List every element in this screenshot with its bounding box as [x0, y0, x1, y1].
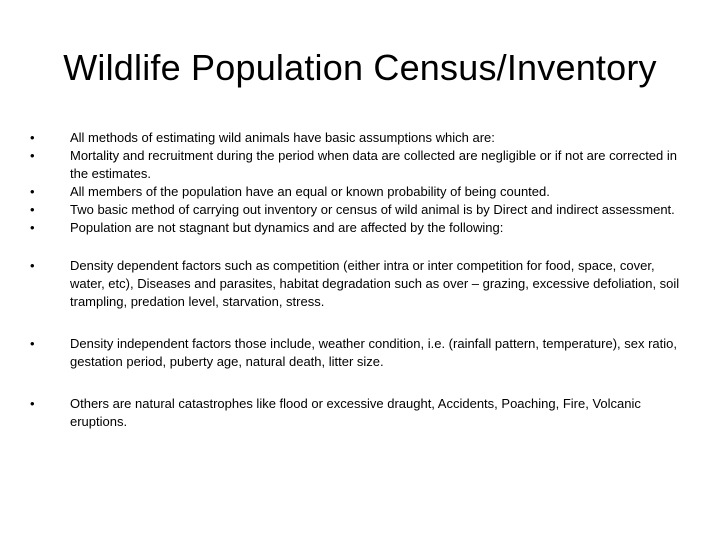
bullet-icon: •	[30, 130, 35, 145]
bullet-item-6	[30, 257, 680, 311]
bullet-icon: •	[30, 336, 35, 351]
bullet-item-1	[30, 129, 680, 147]
bullet-text: Density dependent factors such as competition (either intra or inter competition for food, space, cover, water, etc), Diseases and parasites, habitat degradation such as over – grazing, excessive defoliation, soil trampling, predation level, starvation, stress.	[70, 258, 680, 309]
bullet-list	[30, 129, 680, 431]
bullet-text: Population are not stagnant but dynamics and are affected by the following:	[70, 220, 504, 235]
bullet-item-3	[30, 183, 680, 201]
bullet-text: Density independent factors those include, weather condition, i.e. (rainfall pattern, temperature), sex ratio, gestation period, puberty age, natural death, litter size.	[70, 336, 677, 369]
bullet-item-4	[30, 201, 680, 219]
bullet-item-7	[30, 335, 680, 371]
slide-title: Wildlife Population Census/Inventory	[63, 47, 657, 88]
bullet-icon: •	[30, 258, 35, 273]
bullet-icon: •	[30, 148, 35, 163]
bullet-text: Others are natural catastrophes like flood or excessive draught, Accidents, Poaching, Fire, Volcanic eruptions.	[70, 396, 641, 429]
bullet-text: Mortality and recruitment during the period when data are collected are negligible or if not are corrected in the estimates.	[70, 148, 678, 181]
bullet-text: All members of the population have an equal or known probability of being counted.	[70, 184, 550, 199]
bullet-text: Two basic method of carrying out inventory or census of wild animal is by Direct and indirect assessment.	[70, 202, 675, 217]
bullet-item-2	[30, 147, 680, 183]
bullet-text: All methods of estimating wild animals have basic assumptions which are:	[70, 130, 495, 145]
bullet-icon: •	[30, 184, 35, 199]
bullet-icon: •	[30, 202, 35, 217]
bullet-item-5	[30, 219, 680, 237]
bullet-item-8	[30, 395, 680, 431]
bullet-icon: •	[30, 220, 35, 235]
bullet-icon: •	[30, 396, 35, 411]
